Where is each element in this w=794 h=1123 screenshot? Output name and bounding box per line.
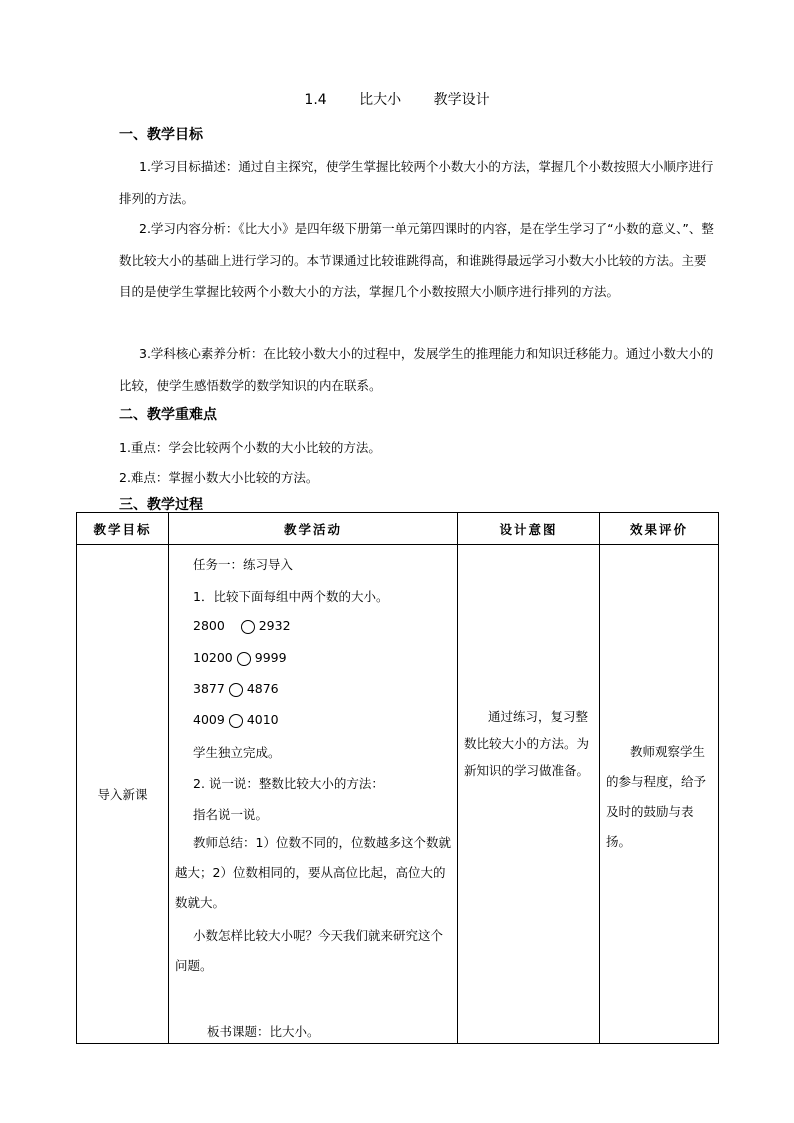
question-1: 1．比较下面每组中两个数的大小。 xyxy=(193,589,389,604)
pair-a: 4009 xyxy=(193,712,225,727)
compare-pair xyxy=(193,681,279,697)
section-heading-goals: 一、教学目标 xyxy=(119,127,203,143)
compare-circle-icon xyxy=(229,714,243,728)
activity-cell xyxy=(169,545,458,1044)
compare-circle-icon xyxy=(241,620,255,634)
pair-b: 4876 xyxy=(246,681,279,696)
section-heading-process: 三、教学过程 xyxy=(119,497,203,513)
compare-pair xyxy=(193,712,279,728)
goal-cell: 导入新课 xyxy=(77,545,169,1044)
task-label: 任务一：练习导入 xyxy=(193,557,294,572)
compare-circle-icon xyxy=(237,652,251,666)
pair-b: 9999 xyxy=(254,650,287,665)
independent-note: 学生独立完成。 xyxy=(193,745,281,760)
section-heading-key-points: 二、教学重难点 xyxy=(119,407,217,423)
title-name: 比大小 xyxy=(359,92,402,108)
table-row xyxy=(77,545,719,1044)
question-2: 2. 说一说：整数比较大小的方法： xyxy=(193,776,384,791)
key-point: 1.重点：学会比较两个小数的大小比较的方法。 xyxy=(119,440,381,455)
design-text: 通过练习，复习整数比较大小的方法。为新知识的学习做准备。 xyxy=(464,709,590,778)
title-kind: 教学设计 xyxy=(433,92,490,108)
page-title xyxy=(0,89,794,109)
goal-paragraph-2: 2.学习内容分析：《比大小》是四年级下册第一单元第四课时的内容，是在学生学习了“小数的意义、”、整数比较大小的基础上进行学习的。本节课通过比较谁跳得高，和谁跳得最远学习小数大小比较的方法。主要目的是使学生掌握比较两个小数大小的方法，掌握几个小数按照大小顺序进行排列的方法。 xyxy=(119,221,714,299)
compare-pair xyxy=(193,618,291,634)
header-goal: 教学目标 xyxy=(77,513,169,545)
eval-cell xyxy=(600,545,719,1044)
pair-a: 3877 xyxy=(193,681,225,696)
goal-paragraph-3: 3.学科核心素养分析：在比较小数大小的过程中，发展学生的推理能力和知识迁移能力。通过小数大小的比较，使学生感悟数学的数学知识的内在联系。 xyxy=(119,346,714,393)
design-cell xyxy=(458,545,600,1044)
compare-pair xyxy=(193,650,287,666)
title-number: 1.4 xyxy=(304,92,327,108)
goal-paragraph-1: 1.学习目标描述：通过自主探究，使学生掌握比较两个小数大小的方法，掌握几个小数按照大小顺序进行排列的方法。 xyxy=(119,159,714,206)
pair-b: 4010 xyxy=(246,712,279,727)
difficult-point: 2.难点：掌握小数大小比较的方法。 xyxy=(119,470,319,485)
point-note: 指名说一说。 xyxy=(193,807,269,822)
process-table xyxy=(76,512,719,1044)
header-activity: 教学活动 xyxy=(169,513,458,545)
compare-circle-icon xyxy=(229,683,243,697)
teacher-summary: 教师总结：1）位数不同的，位数越多这个数就越大；2）位数相同的，要从高位比起，高位大的数就大。 xyxy=(175,835,451,910)
pair-b: 2932 xyxy=(258,618,291,633)
pair-a: 2800 xyxy=(193,618,225,633)
table-header-row xyxy=(77,513,719,545)
lead-question: 小数怎样比较大小呢？今天我们就来研究这个问题。 xyxy=(175,928,444,973)
header-design: 设计意图 xyxy=(458,513,600,545)
board-title: 板书课题：比大小。 xyxy=(207,1024,320,1039)
eval-text: 教师观察学生的参与程度，给予及时的鼓励与表扬。 xyxy=(606,744,707,849)
header-eval: 效果评价 xyxy=(600,513,719,545)
pair-a: 10200 xyxy=(193,650,233,665)
